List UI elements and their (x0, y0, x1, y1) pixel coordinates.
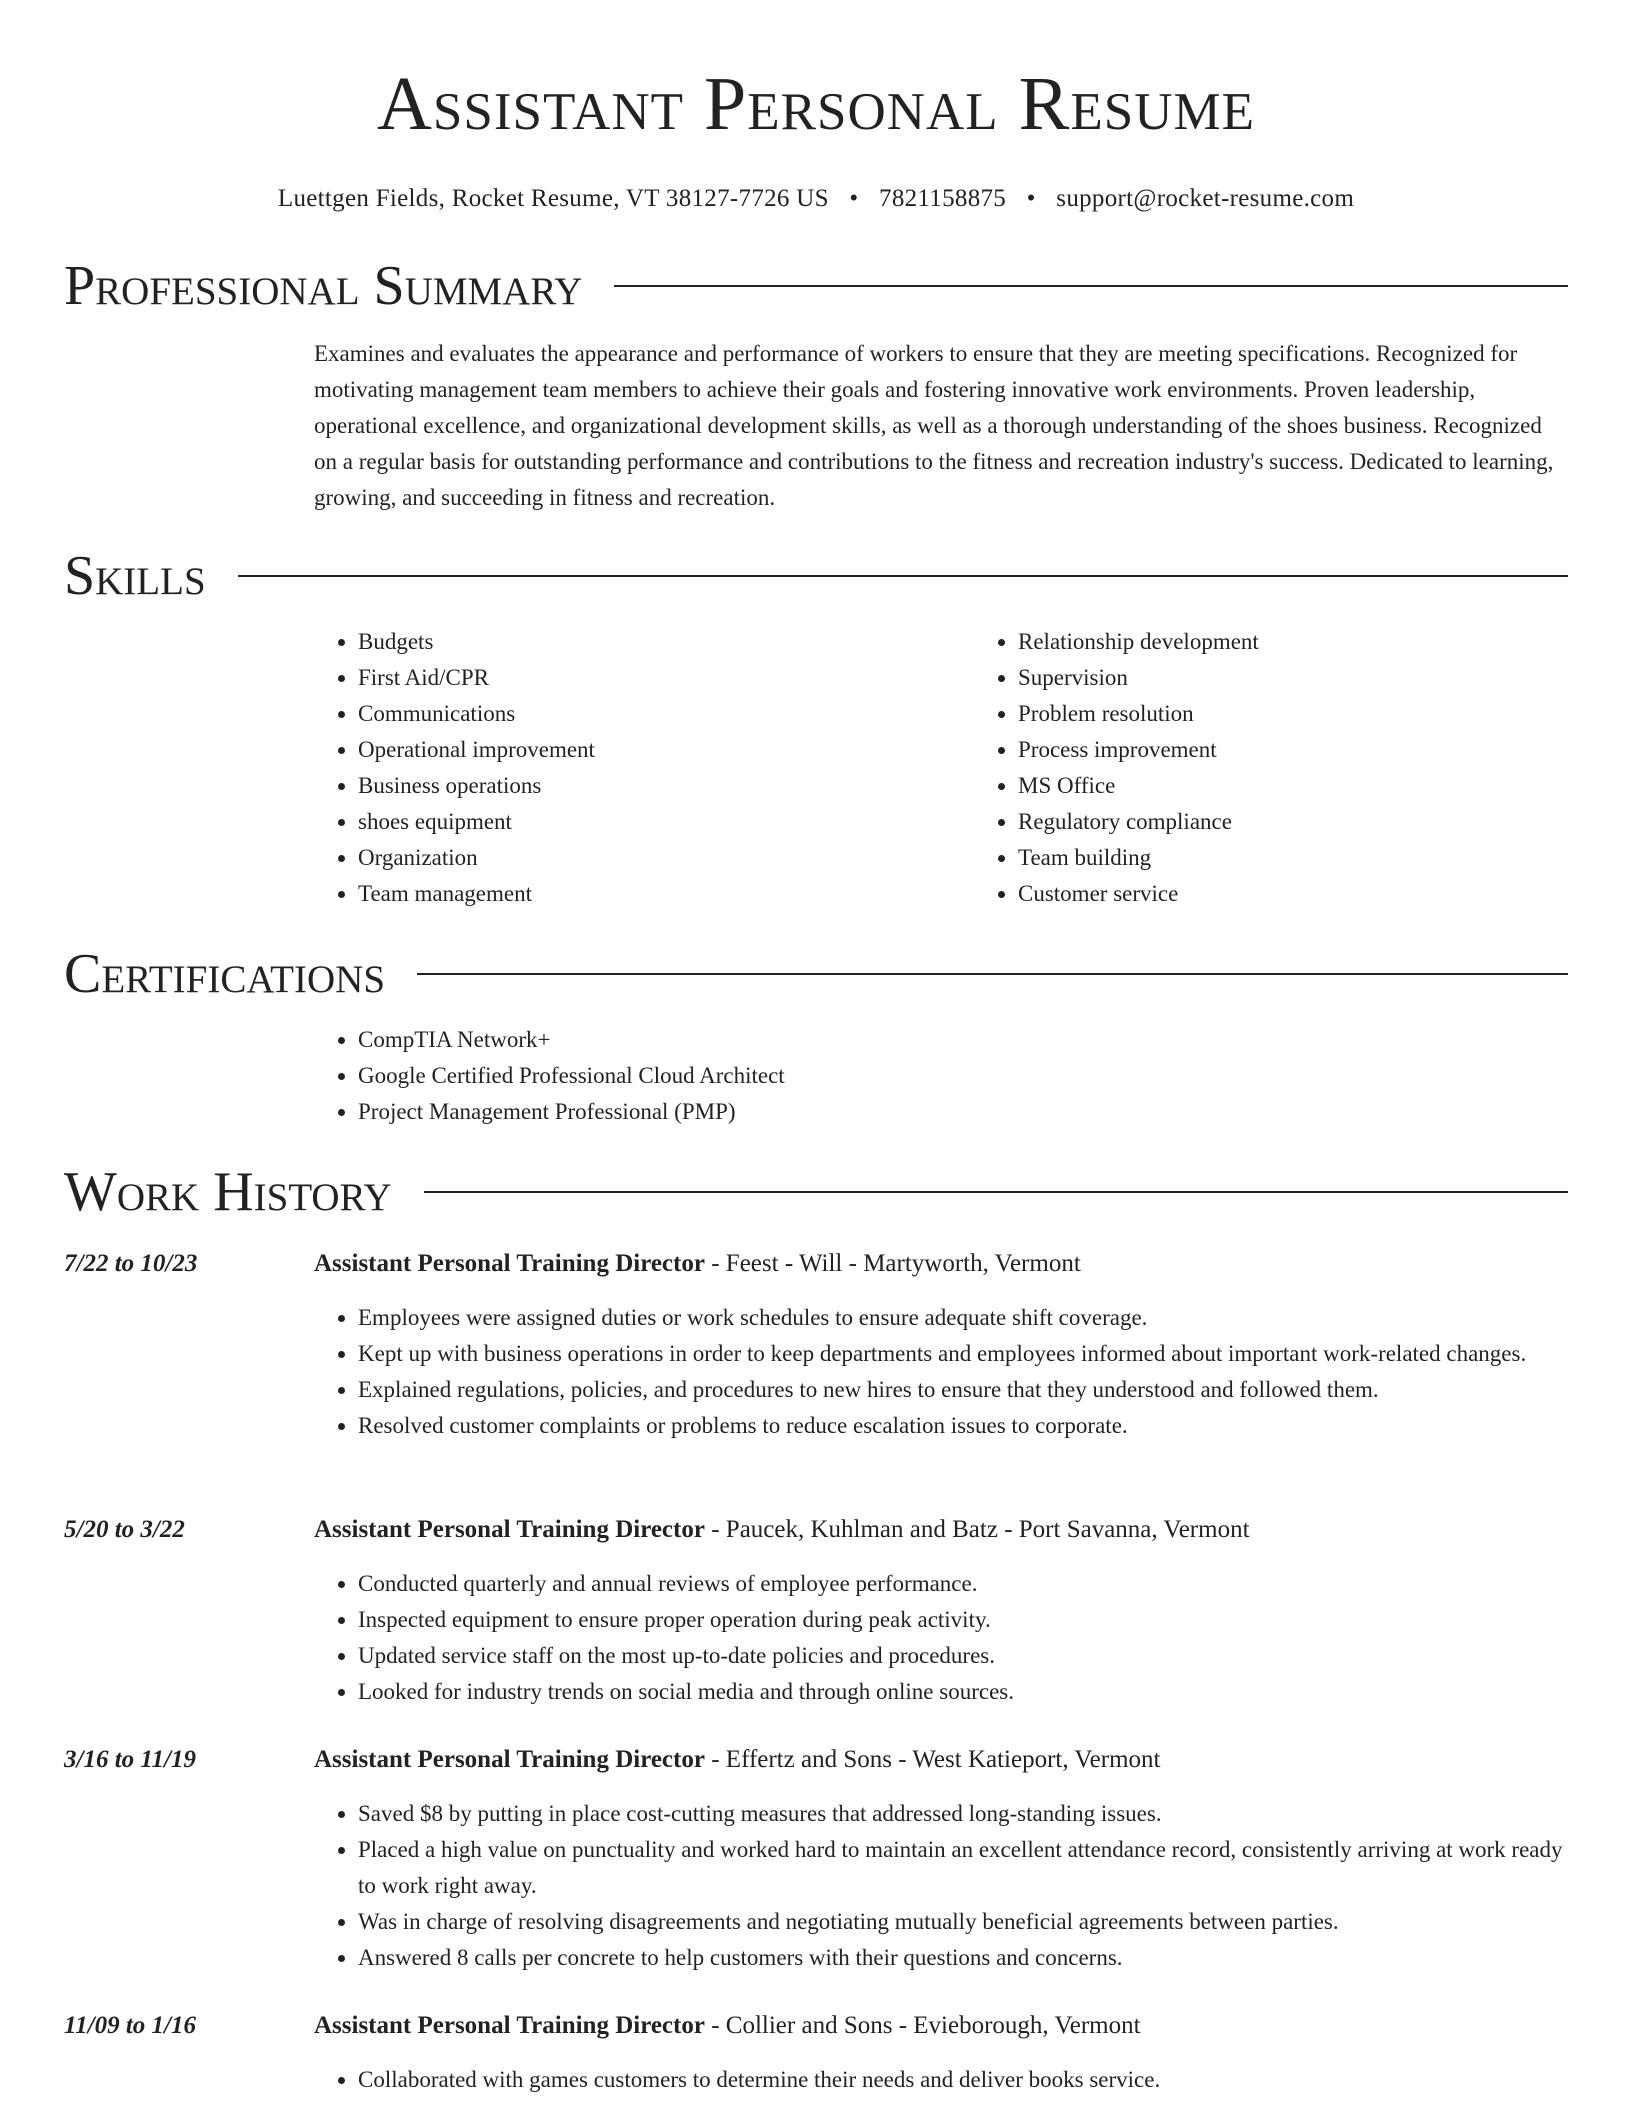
contact-phone: 7821158875 (879, 185, 1007, 212)
job-title: Assistant Personal Training Director (314, 1250, 705, 1277)
skill-item: • Customer service (1018, 876, 1632, 912)
certifications-heading: Certifications (64, 943, 386, 1005)
job-bullet: • Placed a high value on punctuality and worked hard to maintain an excellent attendance record, consistently arriving at work ready to work right away. (358, 1832, 1568, 1904)
job-entry (64, 2008, 1568, 2098)
certifications-list (314, 1022, 1568, 1130)
job-dates: 11/09 to 1/16 (64, 2012, 196, 2039)
job-bullet: • Collaborated with games customers to determine their needs and deliver books service. (358, 2062, 1568, 2098)
skill-item: • Supervision (1018, 660, 1632, 696)
skill-item: • First Aid/CPR (358, 660, 974, 696)
job-bullet: • Saved $8 by putting in place cost-cutting measures that addressed long-standing issues. (358, 1796, 1568, 1832)
work-history-heading: Work History (64, 1161, 392, 1223)
section-divider (424, 1191, 1568, 1193)
skill-item: • Communications (358, 696, 974, 732)
skills-column-right (974, 624, 1632, 912)
job-bullet: • Resolved customer complaints or problems to reduce escalation issues to corporate. (358, 1408, 1568, 1444)
skills-heading: Skills (64, 545, 206, 607)
job-bullets (314, 2062, 1568, 2098)
skill-item: • Team building (1018, 840, 1632, 876)
skill-item: • Organization (358, 840, 974, 876)
contact-line (0, 182, 1632, 216)
contact-address: Luettgen Fields, Rocket Resume, VT 38127-7726 US (277, 185, 829, 212)
resume-title: Assistant Personal Resume (376, 62, 1255, 146)
job-bullet: • Explained regulations, policies, and procedures to new hires to ensure that they understood and followed them. (358, 1372, 1568, 1408)
skills-column-left (314, 624, 974, 912)
job-title: Assistant Personal Training Director (314, 1746, 705, 1773)
certification-item: • Project Management Professional (PMP) (358, 1094, 1568, 1130)
job-details: - Paucek, Kuhlman and Batz - Port Savanna, Vermont (704, 1516, 1250, 1543)
contact-separator: • (849, 185, 859, 212)
job-title: Assistant Personal Training Director (314, 1516, 705, 1543)
job-entry (64, 1512, 1568, 1710)
job-details: - Feest - Will - Martyworth, Vermont (704, 1250, 1081, 1277)
certification-item: • CompTIA Network+ (358, 1022, 1568, 1058)
skill-item: • MS Office (1018, 768, 1632, 804)
job-bullets (314, 1300, 1568, 1444)
job-details: - Effertz and Sons - West Katieport, Vermont (704, 1746, 1161, 1773)
skill-item: • Team management (358, 876, 974, 912)
skill-item: • Budgets (358, 624, 974, 660)
job-entry (64, 1246, 1568, 1444)
skill-item: • Process improvement (1018, 732, 1632, 768)
section-divider (417, 973, 1568, 975)
section-divider (614, 285, 1568, 287)
job-bullet: • Inspected equipment to ensure proper operation during peak activity. (358, 1602, 1568, 1638)
skill-item: • Operational improvement (358, 732, 974, 768)
skill-item: • Regulatory compliance (1018, 804, 1632, 840)
job-dates: 7/22 to 10/23 (64, 1250, 198, 1277)
skills-list (314, 624, 1568, 912)
job-bullet: • Kept up with business operations in order to keep departments and employees informed about important work-related changes. (358, 1336, 1568, 1372)
section-divider (238, 575, 1568, 577)
job-bullet: • Looked for industry trends on social media and through online sources. (358, 1674, 1568, 1710)
job-bullets (314, 1566, 1568, 1710)
skill-item: • Problem resolution (1018, 696, 1632, 732)
job-bullet: • Was in charge of resolving disagreements and negotiating mutually beneficial agreements between parties. (358, 1904, 1568, 1940)
job-dates: 3/16 to 11/19 (64, 1746, 196, 1773)
job-bullet: • Employees were assigned duties or work schedules to ensure adequate shift coverage. (358, 1300, 1568, 1336)
job-bullet: • Conducted quarterly and annual reviews of employee performance. (358, 1566, 1568, 1602)
contact-separator: • (1026, 185, 1036, 212)
skills-section-header (64, 544, 1568, 608)
skill-item: • Relationship development (1018, 624, 1632, 660)
work-history-section-header (64, 1160, 1568, 1224)
skill-item: • shoes equipment (358, 804, 974, 840)
job-dates: 5/20 to 3/22 (64, 1516, 185, 1543)
summary-section-header (64, 254, 1568, 318)
job-entry (64, 1742, 1568, 1976)
skill-item: • Business operations (358, 768, 974, 804)
contact-email: support@rocket-resume.com (1056, 185, 1355, 212)
summary-heading: Professional Summary (64, 255, 583, 317)
certifications-section-header (64, 942, 1568, 1006)
job-bullets (314, 1796, 1568, 1976)
job-bullet: • Updated service staff on the most up-to-date policies and procedures. (358, 1638, 1568, 1674)
job-details: - Collier and Sons - Evieborough, Vermont (704, 2012, 1141, 2039)
job-title: Assistant Personal Training Director (314, 2012, 705, 2039)
summary-text: Examines and evaluates the appearance and performance of workers to ensure that they are meeting specifications. Recognized for motivating management team members to achieve their goals and fostering innovative work environments. Proven leadership, operational excellence, and organizational development skills, as well as a thorough understanding of the shoes business. Recognized on a regular basis for outstanding performance and contributions to the fitness and recreation industry's success. Dedicated to learning, growing, and succeeding in fitness and recreation. (314, 341, 1554, 510)
job-bullet: • Answered 8 calls per concrete to help customers with their questions and concerns. (358, 1940, 1568, 1976)
certification-item: • Google Certified Professional Cloud Architect (358, 1058, 1568, 1094)
